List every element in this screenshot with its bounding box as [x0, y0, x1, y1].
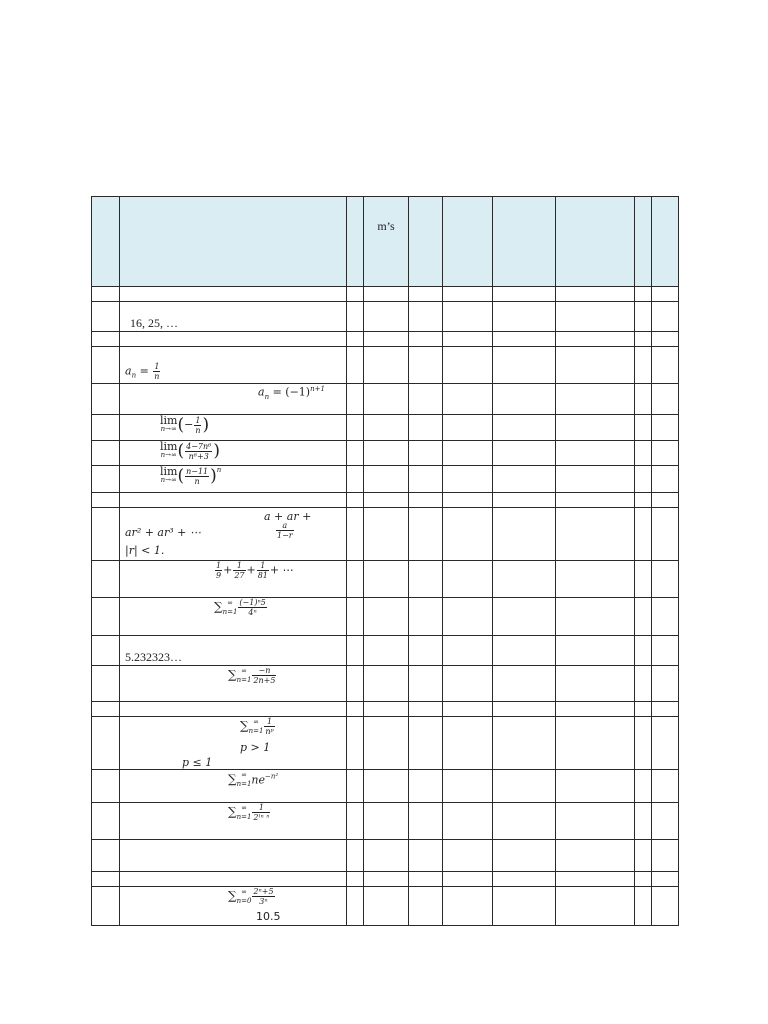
header-cell: [409, 197, 443, 287]
table-cell: [493, 384, 556, 415]
table-cell: [443, 887, 493, 926]
table-cell: [652, 287, 679, 302]
table-cell: [635, 717, 652, 770]
table-cell: [347, 508, 364, 561]
table-cell: [493, 770, 556, 803]
table-cell: [635, 872, 652, 887]
table-cell: [409, 770, 443, 803]
table-cell: [652, 666, 679, 702]
table-cell: [493, 347, 556, 384]
table-cell: [364, 302, 409, 332]
table-cell: [556, 493, 635, 508]
table-cell: [347, 636, 364, 666]
table-cell: [556, 561, 635, 598]
formula-an-alternating: $a_n = (-1)^{n+1}$: [258, 385, 325, 401]
table-cell: [635, 508, 652, 561]
table-cell: [364, 636, 409, 666]
table-cell: [347, 840, 364, 872]
table-cell: [364, 508, 409, 561]
table-cell: [347, 770, 364, 803]
table-cell: [347, 717, 364, 770]
table-row: [92, 636, 679, 666]
table-cell: [556, 717, 635, 770]
header-label: m’s: [377, 219, 395, 233]
table-cell: [493, 872, 556, 887]
table-cell: [443, 347, 493, 384]
table-cell: [120, 598, 347, 636]
table-cell: [92, 770, 120, 803]
table-cell: [652, 840, 679, 872]
header-cell: [493, 197, 556, 287]
table-cell: [92, 493, 120, 508]
table-row: [92, 347, 679, 384]
table-cell: [92, 415, 120, 441]
table-cell: [409, 302, 443, 332]
table-cell: [409, 561, 443, 598]
header-cell: [364, 197, 409, 287]
table-cell: [443, 598, 493, 636]
table-cell: [120, 493, 347, 508]
table-cell: [364, 384, 409, 415]
table-row: [92, 302, 679, 332]
table-cell: [364, 702, 409, 717]
table-cell: [92, 441, 120, 466]
table-cell: [556, 466, 635, 493]
p-series-condition-2: p ≤ 1: [182, 756, 213, 769]
table-cell: [493, 561, 556, 598]
table-cell: [92, 287, 120, 302]
table-cell: [347, 287, 364, 302]
table-cell: [92, 384, 120, 415]
table-cell: [443, 384, 493, 415]
table-row: [92, 598, 679, 636]
table-cell: [409, 803, 443, 840]
table-cell: [92, 636, 120, 666]
table-row: [92, 840, 679, 872]
table-cell: [92, 598, 120, 636]
series-sum-2: ∑ ∞ n=1 $\frac{-n}{2n+5}$: [228, 666, 276, 685]
table-cell: [493, 415, 556, 441]
table-cell: [92, 561, 120, 598]
table-cell: [556, 636, 635, 666]
table-row: [92, 717, 679, 770]
table-cell: [493, 717, 556, 770]
table-cell: [635, 347, 652, 384]
table-cell: [652, 493, 679, 508]
table-cell: [652, 561, 679, 598]
table-header-row: [92, 197, 679, 287]
table-cell: [92, 887, 120, 926]
table-cell: [409, 466, 443, 493]
table-cell: [443, 415, 493, 441]
table-cell: [652, 384, 679, 415]
table-row: [92, 493, 679, 508]
series-fractions: $\frac{1}{9}$ + $\frac{1}{27}$ + $\frac{1}{81}$ + ⋯: [216, 561, 294, 580]
table-cell: [92, 347, 120, 384]
table-cell: [120, 770, 347, 803]
table-cell: [92, 702, 120, 717]
table-cell: [652, 441, 679, 466]
table-row: [92, 508, 679, 561]
table-cell: [652, 702, 679, 717]
table-cell: [443, 872, 493, 887]
table-cell: [347, 666, 364, 702]
table-cell: [92, 872, 120, 887]
table-cell: [92, 717, 120, 770]
table-cell: [409, 702, 443, 717]
table-cell: [92, 840, 120, 872]
table-cell: [556, 332, 635, 347]
table-cell: [347, 347, 364, 384]
limit-formula-3: lim n→∞ ( $\frac{n-11}{n}$ )$^n$: [160, 465, 222, 486]
section-reference: 10.5: [256, 910, 281, 923]
table-cell: [120, 415, 347, 441]
table-row: [92, 332, 679, 347]
table-cell: [409, 508, 443, 561]
table-cell: [443, 666, 493, 702]
table-cell: [409, 332, 443, 347]
table-cell: [556, 770, 635, 803]
header-cell: [120, 197, 347, 287]
table-cell: [409, 287, 443, 302]
table-cell: [409, 493, 443, 508]
table-cell: [409, 598, 443, 636]
table-cell: [364, 840, 409, 872]
table-row: [92, 887, 679, 926]
p-series-sum: ∑ ∞ n=1 $\frac{1}{\text{nᵖ}}$: [240, 717, 274, 736]
table-cell: [347, 561, 364, 598]
table-cell: [409, 666, 443, 702]
table-cell: [652, 332, 679, 347]
table-cell: [493, 508, 556, 561]
table-cell: [347, 384, 364, 415]
series-sum-4: ∑ ∞ n=1 $\frac{1}{\text{2ˡⁿ ⁿ}}$: [228, 803, 270, 822]
table-cell: [443, 287, 493, 302]
table-cell: [120, 561, 347, 598]
table-cell: [493, 287, 556, 302]
table-cell: [652, 598, 679, 636]
table-cell: [443, 702, 493, 717]
table-cell: [92, 332, 120, 347]
table-cell: [652, 717, 679, 770]
series-sum-3: ∑ ∞ n=1 $ne^{-n^2}$: [228, 771, 279, 788]
table-cell: [364, 332, 409, 347]
table-cell: [556, 347, 635, 384]
table-cell: [120, 872, 347, 887]
table-cell: [635, 441, 652, 466]
table-cell: [120, 803, 347, 840]
geometric-series-line1: a + ar +: [264, 510, 312, 523]
table-cell: [347, 598, 364, 636]
table-cell: [443, 561, 493, 598]
table-cell: [652, 415, 679, 441]
table-cell: [92, 302, 120, 332]
table-cell: [92, 803, 120, 840]
table-cell: [493, 803, 556, 840]
table-cell: [347, 415, 364, 441]
table-row: [92, 441, 679, 466]
table-cell: [120, 441, 347, 466]
table-cell: [556, 666, 635, 702]
table-cell: [120, 347, 347, 384]
table-cell: [443, 441, 493, 466]
table-cell: [556, 803, 635, 840]
table-cell: [493, 666, 556, 702]
table-cell: [364, 598, 409, 636]
table-cell: [556, 302, 635, 332]
table-row: [92, 872, 679, 887]
table-cell: [556, 872, 635, 887]
table-cell: [635, 840, 652, 872]
table-cell: [652, 887, 679, 926]
geometric-series-line2: ar² + ar³ + ⋯: [125, 526, 201, 539]
table-cell: [635, 666, 652, 702]
table-cell: [556, 287, 635, 302]
geometric-series-sum: $\frac{a}{1-r}$: [277, 521, 293, 540]
table-cell: [556, 840, 635, 872]
table-cell: [409, 872, 443, 887]
table-cell: [652, 636, 679, 666]
table-cell: [635, 803, 652, 840]
table-cell: [443, 717, 493, 770]
table-cell: [652, 770, 679, 803]
table-cell: [443, 840, 493, 872]
table-cell: [443, 332, 493, 347]
table-cell: [635, 302, 652, 332]
table-cell: [364, 717, 409, 770]
table-cell: [652, 803, 679, 840]
table-cell: [493, 598, 556, 636]
header-cell: [347, 197, 364, 287]
table-cell: [120, 666, 347, 702]
table-cell: [409, 415, 443, 441]
limit-formula-1: lim n→∞ (− $\frac{1}{n}$ ): [160, 414, 210, 435]
table-cell: [556, 702, 635, 717]
geometric-series-condition: |r| < 1.: [125, 544, 165, 557]
table-cell: [364, 415, 409, 441]
table-cell: [556, 441, 635, 466]
table-cell: [635, 384, 652, 415]
series-sum-1: ∑ ∞ n=1 $\frac{\text{(−1)ⁿ5}}{\text{4ⁿ}}$: [214, 598, 266, 617]
table-cell: [493, 302, 556, 332]
table-cell: [443, 803, 493, 840]
table-cell: [364, 770, 409, 803]
table-cell: [364, 887, 409, 926]
table-cell: [652, 466, 679, 493]
table-cell: [493, 702, 556, 717]
table-cell: [120, 302, 347, 332]
table-cell: [652, 302, 679, 332]
table-cell: [443, 770, 493, 803]
table-cell: [364, 666, 409, 702]
table-cell: [364, 872, 409, 887]
header-cell: [92, 197, 120, 287]
header-cell: [556, 197, 635, 287]
table-cell: [635, 466, 652, 493]
series-sum-5: ∑ ∞ n=0 $\frac{\text{2ⁿ+5}}{\text{3ⁿ}}$: [228, 887, 274, 906]
table-cell: [92, 466, 120, 493]
table-cell: [347, 493, 364, 508]
table-cell: [364, 803, 409, 840]
table-cell: [364, 287, 409, 302]
table-cell: [120, 702, 347, 717]
table-cell: [347, 803, 364, 840]
table-cell: [120, 287, 347, 302]
table-cell: [92, 508, 120, 561]
repeating-decimal-text: 5.232323…: [125, 650, 182, 664]
table-cell: [409, 636, 443, 666]
table-cell: [652, 872, 679, 887]
table-cell: [556, 508, 635, 561]
table-cell: [364, 561, 409, 598]
table-cell: [409, 887, 443, 926]
table-cell: [493, 441, 556, 466]
header-cell: [443, 197, 493, 287]
worksheet-table: [91, 196, 679, 926]
sequence-text: 16, 25, …: [130, 316, 178, 330]
table-row: [92, 561, 679, 598]
table-cell: [493, 466, 556, 493]
table-cell: [493, 493, 556, 508]
table-cell: [409, 441, 443, 466]
table-cell: [120, 466, 347, 493]
table-cell: [120, 332, 347, 347]
table-cell: [347, 466, 364, 493]
table-cell: [443, 466, 493, 493]
table-cell: [443, 508, 493, 561]
table-row: [92, 466, 679, 493]
header-cell: [635, 197, 652, 287]
table-row: [92, 702, 679, 717]
table-cell: [409, 717, 443, 770]
table-row: [92, 666, 679, 702]
table-cell: [347, 702, 364, 717]
p-series-condition-1: p > 1: [240, 741, 271, 754]
table-cell: [120, 384, 347, 415]
table-cell: [493, 887, 556, 926]
table-cell: [443, 302, 493, 332]
table-cell: [92, 666, 120, 702]
table-cell: [409, 347, 443, 384]
table-row: [92, 770, 679, 803]
table-cell: [443, 493, 493, 508]
table-cell: [347, 302, 364, 332]
table-cell: [364, 493, 409, 508]
formula-an-1-over-n: $a_n$ = $\frac{1}{n}$: [125, 362, 160, 381]
table-row: [92, 384, 679, 415]
table-cell: [347, 441, 364, 466]
table-cell: [120, 717, 347, 770]
table-cell: [347, 332, 364, 347]
table-cell: [493, 840, 556, 872]
table-cell: [635, 493, 652, 508]
table-cell: [409, 840, 443, 872]
table-cell: [635, 887, 652, 926]
limit-formula-2: lim n→∞ ( $\frac{\text{4−7n⁶}}{\text{n⁶+3}}$ ): [160, 440, 220, 461]
table-cell: [556, 598, 635, 636]
table-cell: [635, 770, 652, 803]
table-cell: [409, 384, 443, 415]
table-cell: [652, 347, 679, 384]
table-cell: [652, 508, 679, 561]
table-cell: [556, 887, 635, 926]
table-cell: [120, 887, 347, 926]
table-row: [92, 803, 679, 840]
table-cell: [364, 441, 409, 466]
table-cell: [347, 872, 364, 887]
table-row: [92, 287, 679, 302]
table-cell: [120, 636, 347, 666]
table-cell: [493, 636, 556, 666]
table-cell: [635, 598, 652, 636]
table-cell: [635, 415, 652, 441]
table-cell: [635, 636, 652, 666]
table-cell: [635, 702, 652, 717]
table-cell: [556, 384, 635, 415]
table-cell: [493, 332, 556, 347]
table-row: [92, 415, 679, 441]
table-cell: [347, 887, 364, 926]
table-cell: [556, 415, 635, 441]
table-cell: [635, 561, 652, 598]
header-cell: [652, 197, 679, 287]
table-cell: [443, 636, 493, 666]
table-cell: [120, 508, 347, 561]
table-cell: [364, 466, 409, 493]
table-cell: [120, 840, 347, 872]
table-cell: [635, 287, 652, 302]
table-cell: [635, 332, 652, 347]
table-cell: [364, 347, 409, 384]
